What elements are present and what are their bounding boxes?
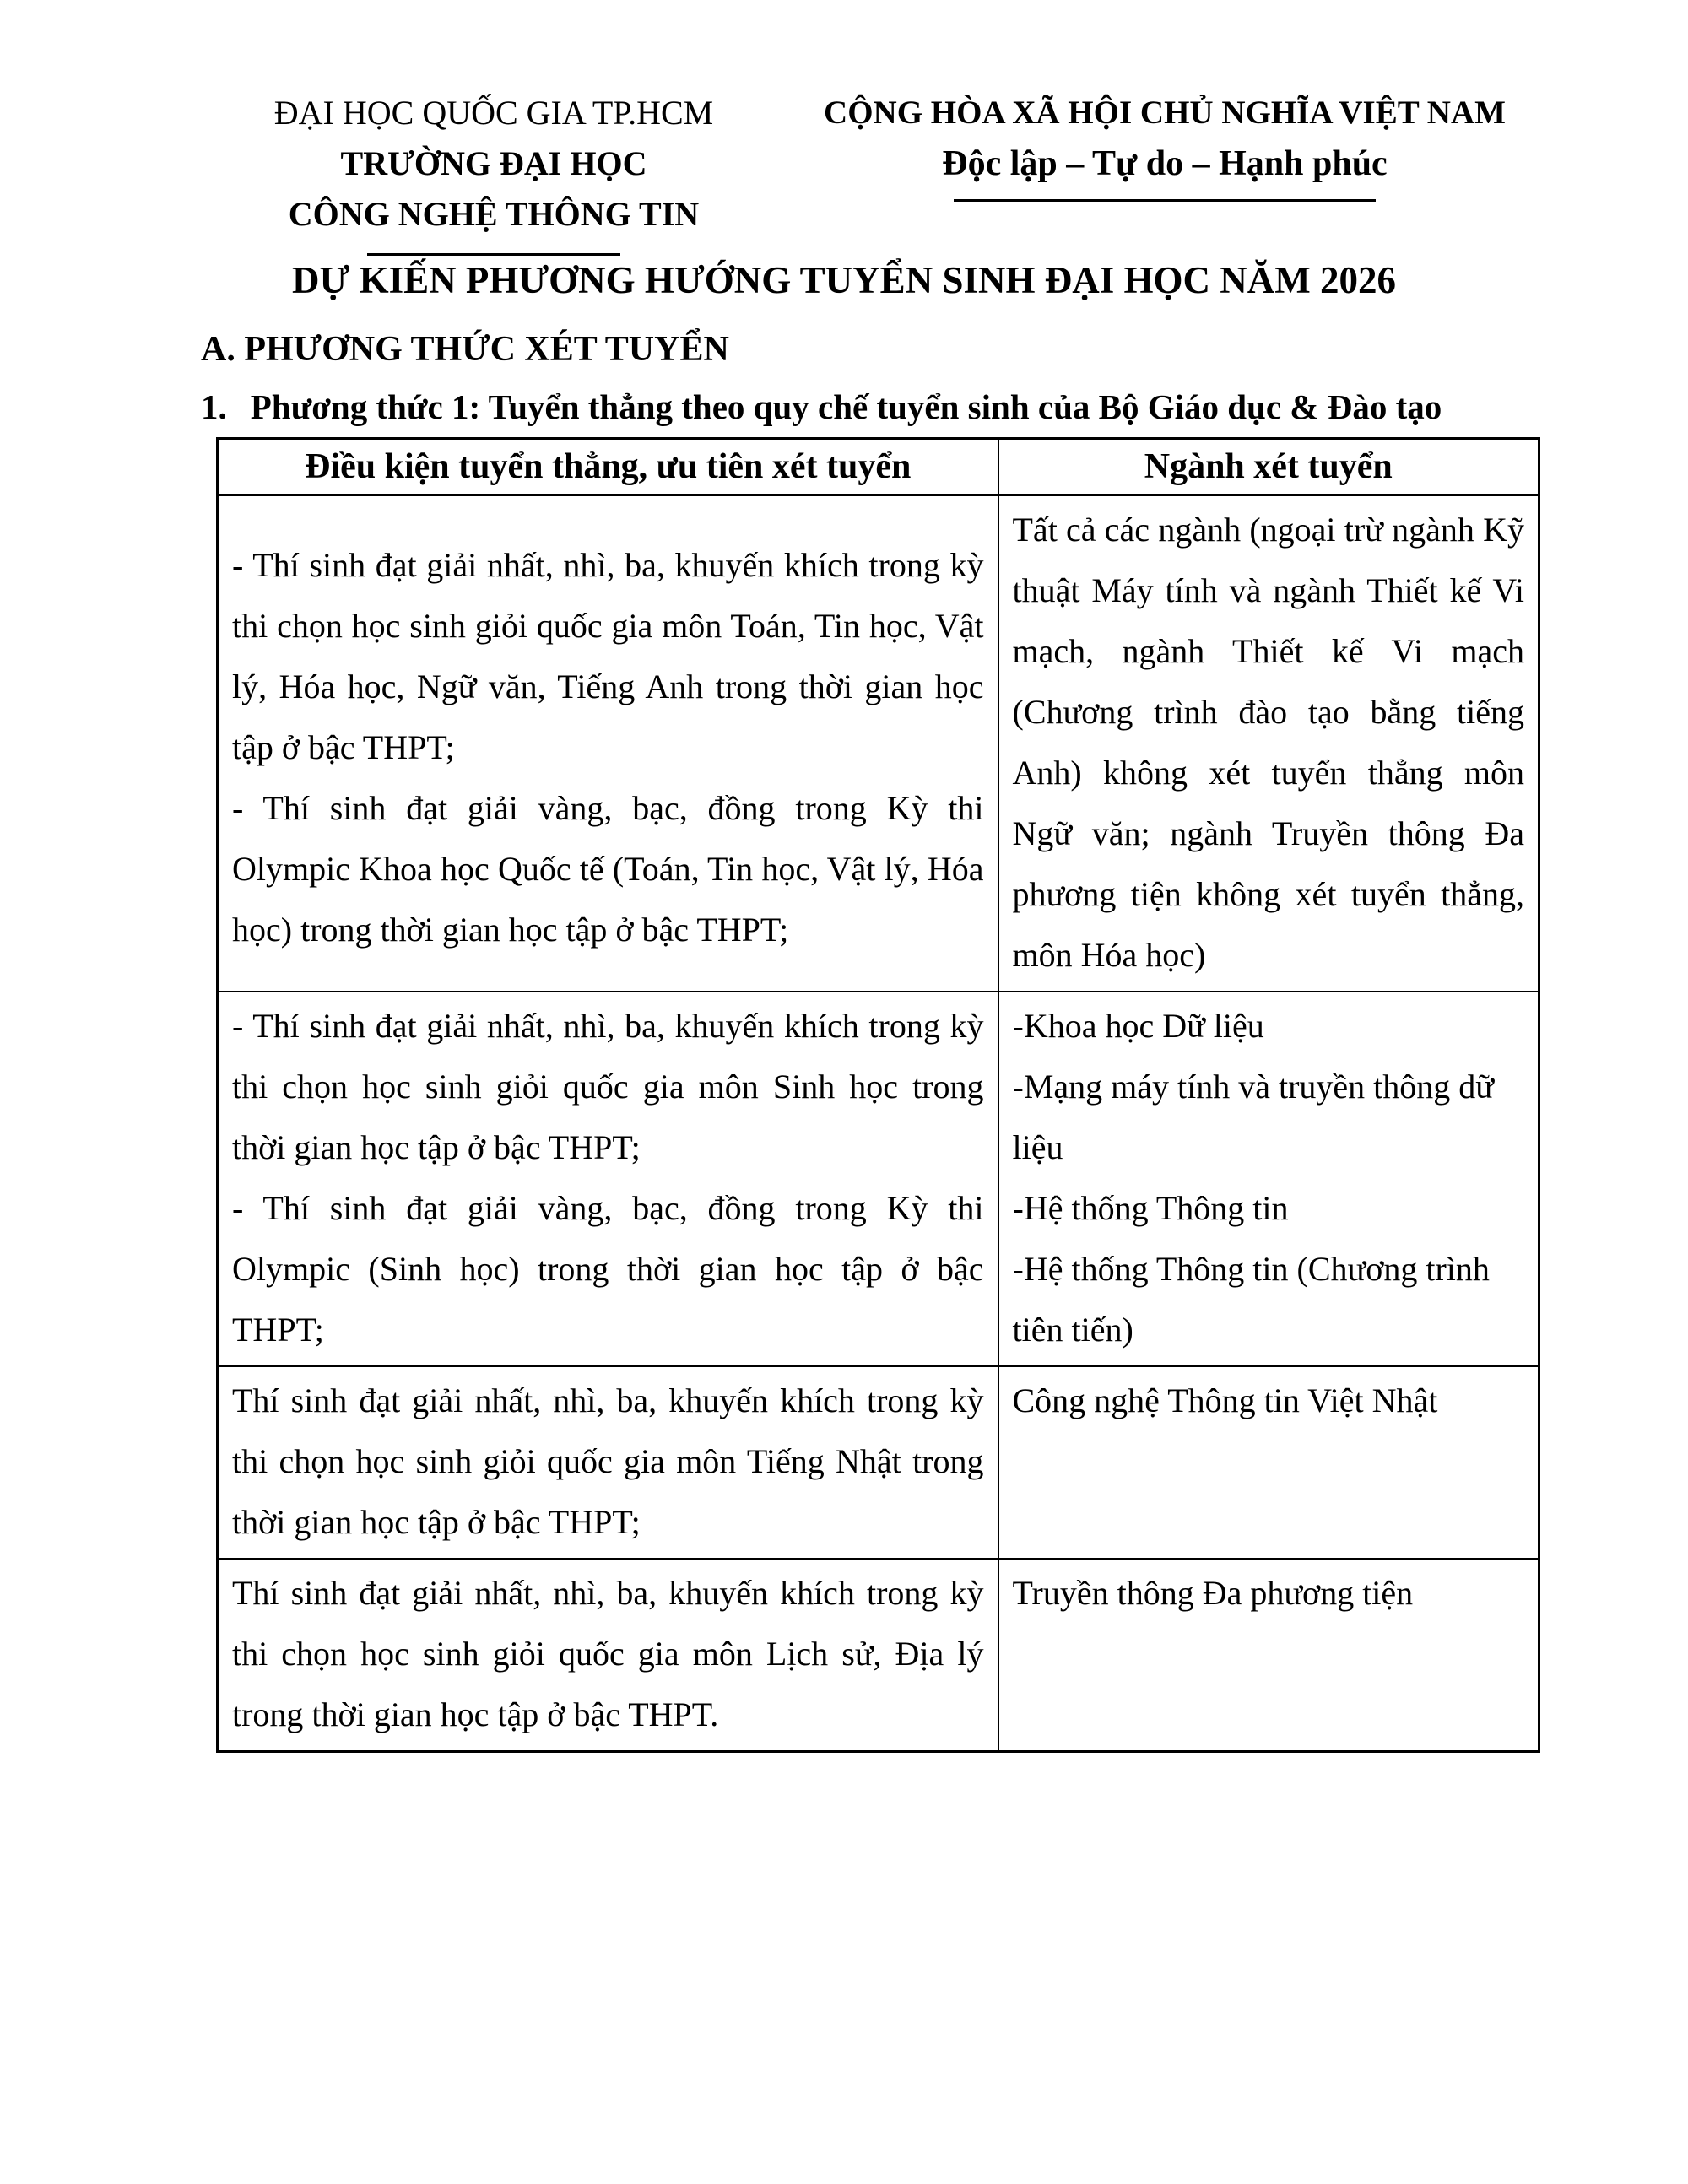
- major-item: -Hệ thống Thông tin: [1012, 1189, 1289, 1227]
- table-row: [218, 495, 1539, 992]
- table-row: [218, 1559, 1539, 1752]
- table-header-row: [218, 439, 1539, 495]
- majors-cell: [998, 992, 1539, 1366]
- university-name-line2: CÔNG NGHỆ THÔNG TIN: [288, 195, 700, 233]
- major-item: Công nghệ Thông tin Việt Nhật: [1012, 1381, 1438, 1419]
- method-1-heading: [201, 387, 1442, 427]
- method-1-number: 1.: [201, 387, 227, 426]
- condition-paragraph: - Thí sinh đạt giải nhất, nhì, ba, khuyến khích trong kỳ thi chọn học sinh giỏi quốc gia môn Sinh học trong thời gian học tập ở bậc THPT;: [232, 1007, 984, 1166]
- condition-paragraph: - Thí sinh đạt giải nhất, nhì, ba, khuyến khích trong kỳ thi chọn học sinh giỏi quốc gia môn Toán, Tin học, Vật lý, Hóa học, Ngữ văn, Tiếng Anh trong thời gian học tập ở bậc THPT;: [232, 546, 984, 766]
- table-row: [218, 1366, 1539, 1559]
- majors-column-header: Ngành xét tuyển: [998, 439, 1539, 495]
- method-1-text: Phương thức 1: Tuyển thẳng theo quy chế tuyển sinh của Bộ Giáo dục & Đào tạo: [250, 387, 1442, 426]
- university-header-block: [211, 88, 776, 256]
- majors-cell: [998, 1366, 1539, 1559]
- major-item: Truyền thông Đa phương tiện: [1012, 1574, 1414, 1612]
- table-row: [218, 992, 1539, 1366]
- major-item: -Hệ thống Thông tin (Chương trình tiên tiến): [1012, 1250, 1490, 1349]
- motto-underline-divider: [954, 199, 1376, 202]
- conditions-cell: [218, 1366, 998, 1559]
- conditions-cell: [218, 495, 998, 992]
- conditions-cell: [218, 992, 998, 1366]
- major-item: Tất cả các ngành (ngoại trừ ngành Kỹ thuật Máy tính và ngành Thiết kế Vi mạch, ngành Thiết kế Vi mạch (Chương trình đào tạo bằng tiếng Anh) không xét tuyển thẳng môn Ngữ văn; ngành Truyền thông Đa phương tiện không xét tuyển thẳng, môn Hóa học): [1012, 511, 1524, 974]
- major-item: -Mạng máy tính và truyền thông dữ liệu: [1012, 1068, 1494, 1166]
- document-title: DỰ KIẾN PHƯƠNG HƯỚNG TUYỂN SINH ĐẠI HỌC NĂM 2026: [292, 259, 1396, 301]
- university-name-line1: TRƯỜNG ĐẠI HỌC: [340, 144, 647, 182]
- condition-paragraph: Thí sinh đạt giải nhất, nhì, ba, khuyến khích trong kỳ thi chọn học sinh giỏi quốc gia môn Tiếng Nhật trong thời gian học tập ở bậc THPT;: [232, 1381, 984, 1541]
- condition-paragraph: - Thí sinh đạt giải vàng, bạc, đồng trong Kỳ thi Olympic (Sinh học) trong thời gian học tập ở bậc THPT;: [232, 1189, 984, 1349]
- parent-university-name: ĐẠI HỌC QUỐC GIA TP.HCM: [273, 94, 714, 132]
- majors-cell: [998, 1559, 1539, 1752]
- admission-table: [216, 437, 1540, 1753]
- national-motto: Độc lập – Tự do – Hạnh phúc: [942, 144, 1388, 183]
- national-header-block: [785, 88, 1545, 202]
- condition-paragraph: - Thí sinh đạt giải vàng, bạc, đồng trong Kỳ thi Olympic Khoa học Quốc tế (Toán, Tin học, Vật lý, Hóa học) trong thời gian học tập ở bậc THPT;: [232, 789, 984, 949]
- conditions-cell: [218, 1559, 998, 1752]
- section-a-heading: A. PHƯƠNG THỨC XÉT TUYỂN: [201, 330, 729, 369]
- majors-cell: [998, 495, 1539, 992]
- major-item: -Khoa học Dữ liệu: [1012, 1007, 1264, 1045]
- national-name: CỘNG HÒA XÃ HỘI CHỦ NGHĨA VIỆT NAM: [824, 95, 1506, 131]
- condition-paragraph: Thí sinh đạt giải nhất, nhì, ba, khuyến khích trong kỳ thi chọn học sinh giỏi quốc gia môn Lịch sử, Địa lý trong thời gian học tập ở bậc THPT.: [232, 1574, 984, 1733]
- conditions-column-header: Điều kiện tuyển thẳng, ưu tiên xét tuyển: [218, 439, 998, 495]
- university-underline-divider: [367, 253, 620, 256]
